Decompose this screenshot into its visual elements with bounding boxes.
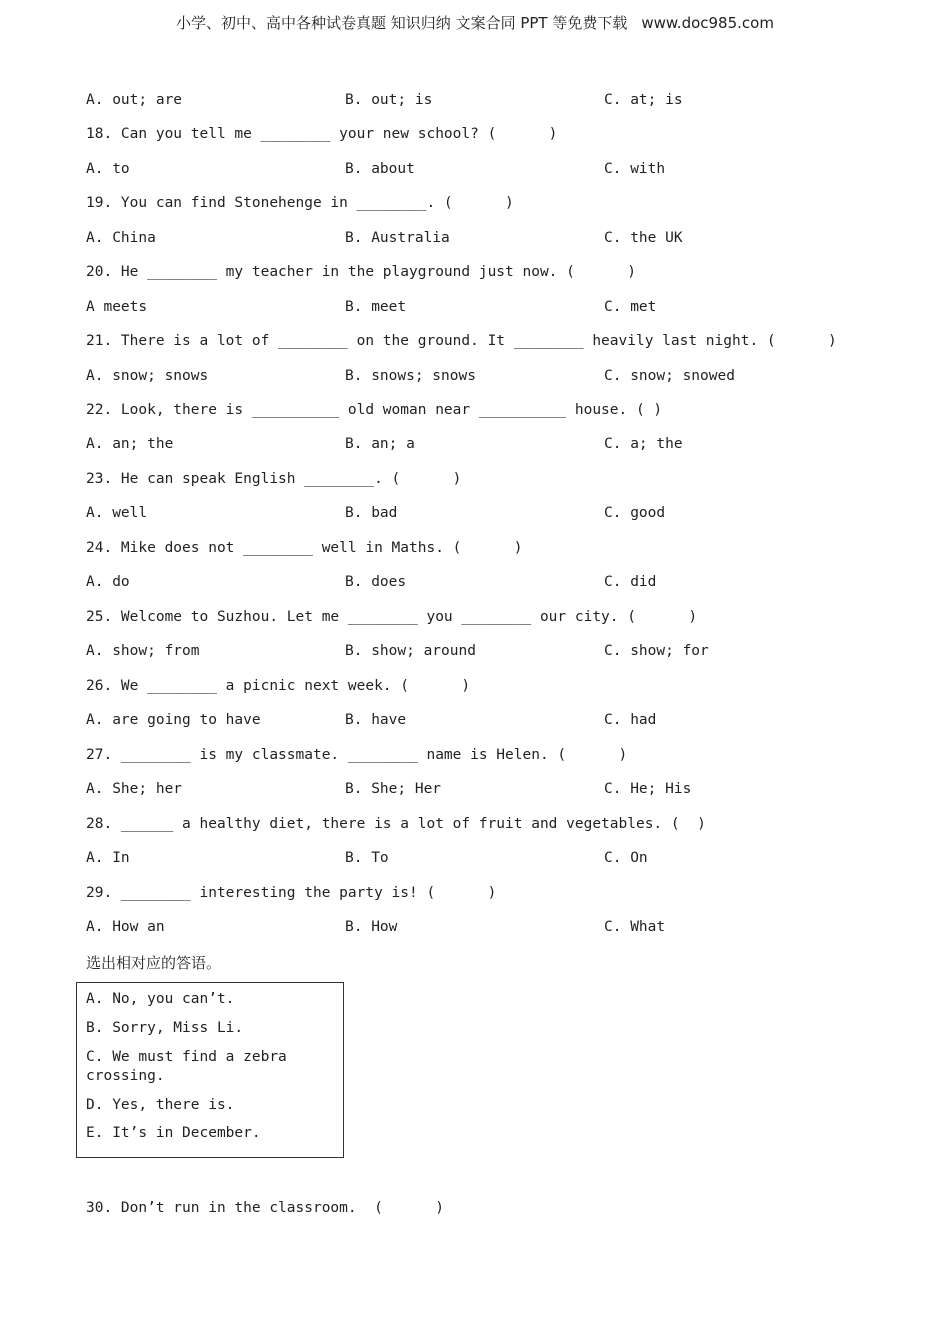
- question-26: 26. We ________ a picnic next week. ( ): [86, 678, 471, 694]
- option-a: A. are going to have: [86, 712, 261, 728]
- question-19: 19. You can find Stonehenge in ________. ( ): [86, 195, 514, 211]
- option-c: C. a; the: [604, 436, 683, 452]
- option-b: B. Australia: [345, 230, 450, 246]
- option-c: C. at; is: [604, 92, 683, 108]
- option-a: A. snow; snows: [86, 368, 209, 384]
- header-site: www.doc985.com: [641, 14, 774, 32]
- option-c: C. show; for: [604, 643, 709, 659]
- option-c: C. had: [604, 712, 657, 728]
- option-b: B. meet: [345, 299, 407, 315]
- option-b: B. bad: [345, 505, 398, 521]
- option-a: A meets: [86, 299, 148, 315]
- option-b: B. an; a: [345, 436, 415, 452]
- answer-option: D. Yes, there is.: [86, 1097, 235, 1113]
- option-c: C. did: [604, 574, 657, 590]
- q22-options: [86, 435, 866, 453]
- option-c: C. What: [604, 919, 666, 935]
- question-28: 28. ______ a healthy diet, there is a lot of fruit and vegetables. ( ): [86, 816, 706, 832]
- option-a: A. an; the: [86, 436, 174, 452]
- option-b: B. out; is: [345, 92, 433, 108]
- question-25: 25. Welcome to Suzhou. Let me ________ you ________ our city. ( ): [86, 609, 698, 625]
- option-b: B. snows; snows: [345, 368, 476, 384]
- option-a: A. out; are: [86, 92, 183, 108]
- option-c: C. On: [604, 850, 648, 866]
- question-23: 23. He can speak English ________. ( ): [86, 471, 462, 487]
- option-b: B. about: [345, 161, 415, 177]
- option-c: C. met: [604, 299, 657, 315]
- option-b: B. How: [345, 919, 398, 935]
- option-b: B. does: [345, 574, 407, 590]
- answer-option: C. We must find a zebra crossing.: [86, 1049, 296, 1084]
- section-title: 选出相对应的答语。: [86, 954, 222, 972]
- option-b: B. show; around: [345, 643, 476, 659]
- q26-options: [86, 711, 866, 729]
- answer-box: [76, 982, 344, 1158]
- header-text: 小学、初中、高中各种试卷真题 知识归纳 文案合同 PPT 等免费下载: [176, 14, 628, 32]
- option-a: A. In: [86, 850, 130, 866]
- q19-options: [86, 229, 866, 247]
- option-c: C. snow; snowed: [604, 368, 735, 384]
- option-c: C. the UK: [604, 230, 683, 246]
- option-c: C. He; His: [604, 781, 692, 797]
- q23-options: [86, 504, 866, 522]
- option-a: A. show; from: [86, 643, 200, 659]
- q18-options: [86, 160, 866, 178]
- option-b: B. have: [345, 712, 407, 728]
- q25-options: [86, 642, 866, 660]
- question-22: 22. Look, there is __________ old woman near __________ house. ( ): [86, 402, 663, 418]
- q24-options: [86, 573, 866, 591]
- q21-options: [86, 367, 866, 385]
- option-a: A. How an: [86, 919, 165, 935]
- question-30: 30. Don’t run in the classroom. ( ): [86, 1200, 444, 1216]
- q20-options: [86, 298, 866, 316]
- option-a: A. to: [86, 161, 130, 177]
- q17-options: [86, 91, 866, 109]
- page-header: [0, 12, 950, 33]
- option-a: A. well: [86, 505, 148, 521]
- option-a: A. China: [86, 230, 156, 246]
- question-21: 21. There is a lot of ________ on the ground. It ________ heavily last night. ( ): [86, 333, 837, 349]
- question-27: 27. ________ is my classmate. ________ name is Helen. ( ): [86, 747, 628, 763]
- question-24: 24. Mike does not ________ well in Maths. ( ): [86, 540, 523, 556]
- question-18: 18. Can you tell me ________ your new school? ( ): [86, 126, 558, 142]
- answer-option: E. It’s in December.: [86, 1125, 261, 1141]
- option-a: A. do: [86, 574, 130, 590]
- question-20: 20. He ________ my teacher in the playground just now. ( ): [86, 264, 636, 280]
- q27-options: [86, 780, 866, 798]
- q29-options: [86, 918, 866, 936]
- option-b: B. To: [345, 850, 389, 866]
- option-c: C. good: [604, 505, 666, 521]
- answer-option: A. No, you can’t.: [86, 991, 235, 1007]
- option-a: A. She; her: [86, 781, 183, 797]
- option-b: B. She; Her: [345, 781, 442, 797]
- option-c: C. with: [604, 161, 666, 177]
- answer-option: B. Sorry, Miss Li.: [86, 1020, 244, 1036]
- question-29: 29. ________ interesting the party is! ( ): [86, 885, 497, 901]
- q28-options: [86, 849, 866, 867]
